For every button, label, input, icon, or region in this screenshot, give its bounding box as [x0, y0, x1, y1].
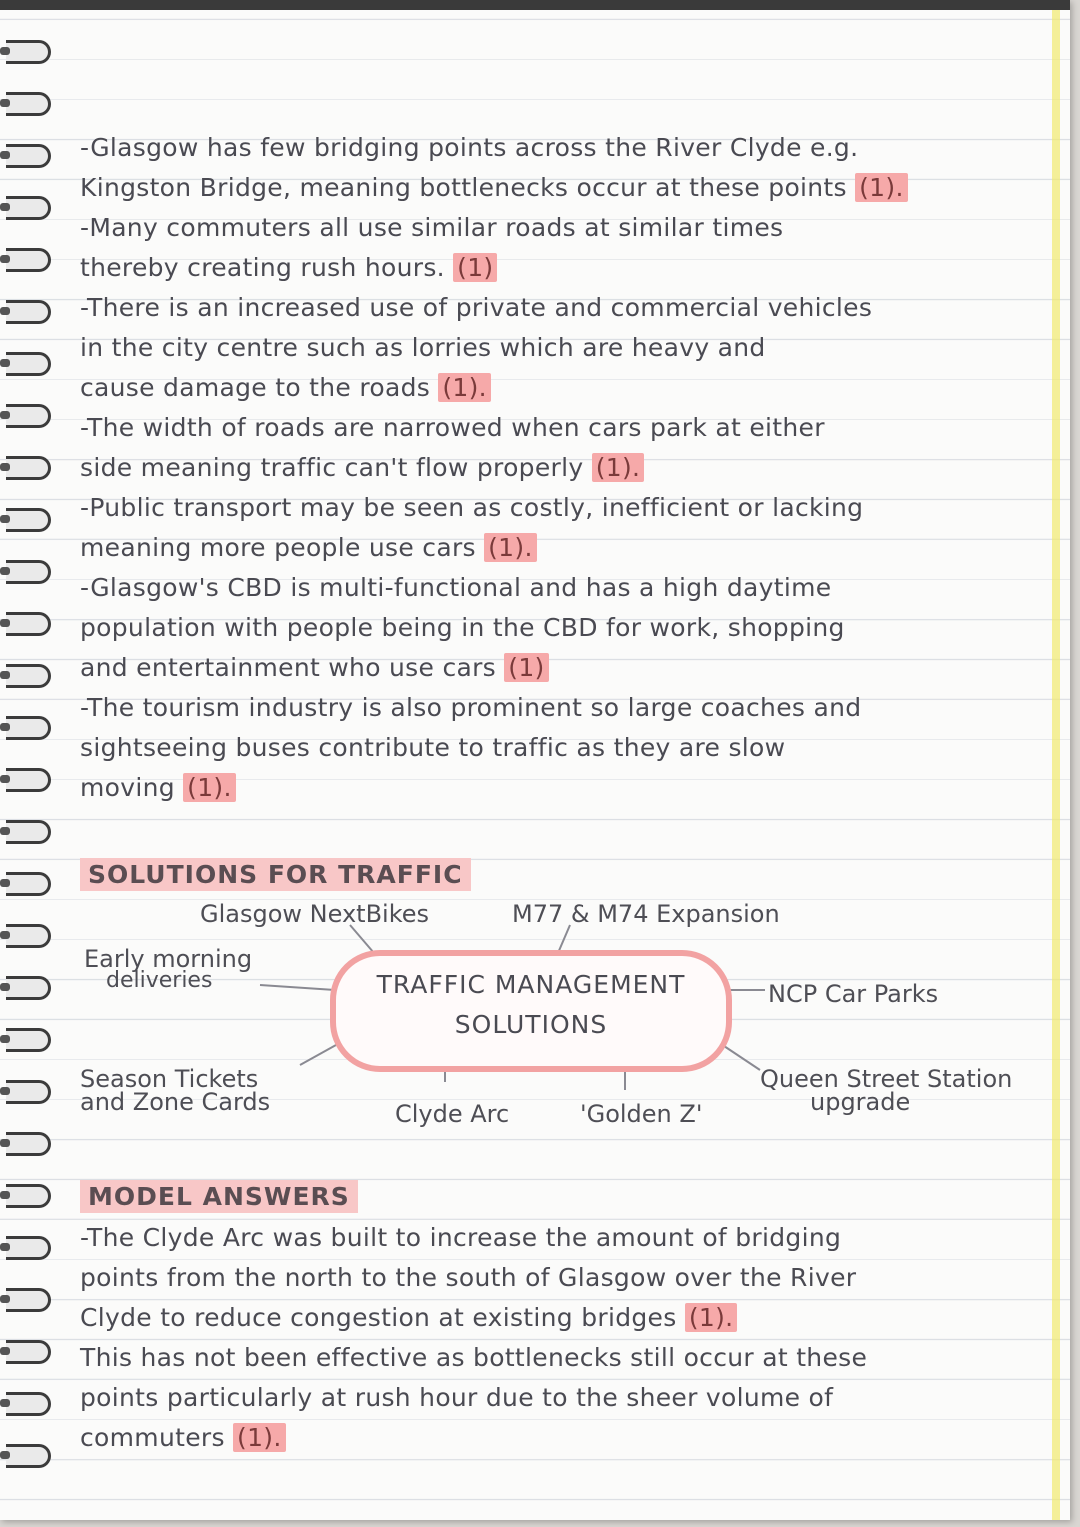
mark-highlight: (1)	[504, 653, 548, 682]
binding-ring	[6, 144, 51, 168]
binding-ring	[6, 508, 51, 532]
node-clyde-arc: Clyde Arc	[395, 1100, 510, 1128]
node-queen-line2: upgrade	[810, 1088, 911, 1116]
solutions-heading: SOLUTIONS FOR TRAFFIC	[80, 858, 471, 891]
mark-highlight: (1).	[855, 173, 908, 202]
node-early-line2: deliveries	[106, 968, 213, 993]
binding-ring	[6, 1340, 51, 1364]
node-season-line2: and Zone Cards	[80, 1088, 271, 1116]
mark-highlight: (1).	[484, 533, 537, 562]
mark-highlight: (1)	[453, 253, 497, 282]
line-text: meaning more people use cars	[80, 533, 476, 562]
cause-line	[80, 288, 908, 328]
node-nextbikes: Glasgow NextBikes	[200, 900, 430, 928]
line-text: -The tourism industry is also prominent so large coaches and	[80, 693, 862, 722]
binding-ring	[6, 716, 51, 740]
line-text: -Glasgow's CBD is multi-functional and has a high daytime	[80, 573, 832, 602]
cause-line	[80, 208, 908, 248]
line-text: Clyde to reduce congestion at existing bridges	[80, 1303, 677, 1332]
binding-ring	[6, 1392, 51, 1416]
line-text: sightseeing buses contribute to traffic as they are slow	[80, 733, 786, 762]
binding-ring	[6, 248, 51, 272]
line-text: -There is an increased use of private and commercial vehicles	[80, 293, 873, 322]
binding-ring	[6, 92, 51, 116]
cause-line	[80, 248, 908, 288]
model-answer-line	[80, 1218, 867, 1258]
binding-ring	[6, 768, 51, 792]
cause-line	[80, 128, 908, 168]
binding-ring	[6, 352, 51, 376]
model-answer-line	[80, 1418, 867, 1458]
node-queen-line1: Queen Street Station	[760, 1065, 1013, 1093]
model-answers-heading: MODEL ANSWERS	[80, 1180, 358, 1213]
cause-line	[80, 488, 908, 528]
binding-ring	[6, 40, 51, 64]
line-text: -Glasgow has few bridging points across the River Clyde e.g.	[80, 133, 859, 162]
cause-line	[80, 448, 908, 488]
model-answers-list	[80, 1218, 867, 1458]
cause-line	[80, 728, 908, 768]
cause-line	[80, 368, 908, 408]
line-text: commuters	[80, 1423, 225, 1452]
node-ncp: NCP Car Parks	[768, 980, 939, 1008]
binding-ring	[6, 456, 51, 480]
mark-highlight: (1).	[233, 1423, 286, 1452]
node-m77-m74: M77 & M74 Expansion	[512, 900, 780, 928]
line-text: -Many commuters all use similar roads at similar times	[80, 213, 784, 242]
cause-line	[80, 688, 908, 728]
binding-ring	[6, 560, 51, 584]
model-answer-line	[80, 1258, 867, 1298]
mark-highlight: (1).	[685, 1303, 738, 1332]
line-text: -The Clyde Arc was built to increase the amount of bridging	[80, 1223, 842, 1252]
line-text: moving	[80, 773, 175, 802]
line-text: Kingston Bridge, meaning bottlenecks occur at these points	[80, 173, 847, 202]
line-text: This has not been effective as bottlenecks still occur at these	[80, 1343, 868, 1372]
node-season-line1: Season Tickets	[80, 1065, 259, 1093]
binding-ring	[6, 196, 51, 220]
model-answer-line	[80, 1338, 867, 1378]
model-answer-line	[80, 1298, 867, 1338]
line-text: thereby creating rush hours.	[80, 253, 445, 282]
binding-ring	[6, 404, 51, 428]
line-text: points particularly at rush hour due to the sheer volume of	[80, 1383, 834, 1412]
page-side-edge	[1052, 10, 1060, 1520]
line-text: in the city centre such as lorries which are heavy and	[80, 333, 766, 362]
line-text: and entertainment who use cars	[80, 653, 497, 682]
binding-ring	[6, 1288, 51, 1312]
binding-ring	[6, 1184, 51, 1208]
cause-line	[80, 568, 908, 608]
page-top-edge	[0, 0, 1070, 10]
cause-line	[80, 168, 908, 208]
binding-ring	[6, 664, 51, 688]
binding-ring	[6, 300, 51, 324]
causes-list	[80, 128, 908, 808]
connector-early	[260, 985, 335, 990]
cause-line	[80, 608, 908, 648]
cause-line	[80, 648, 908, 688]
mark-highlight: (1).	[592, 453, 645, 482]
binding-ring	[6, 820, 51, 844]
cause-line	[80, 768, 908, 808]
binding-ring	[6, 612, 51, 636]
node-golden-z: 'Golden Z'	[580, 1100, 703, 1128]
cause-line	[80, 408, 908, 448]
line-text: side meaning traffic can't flow properly	[80, 453, 584, 482]
cause-line	[80, 528, 908, 568]
node-early-line1: Early morning	[84, 945, 253, 973]
line-text: -The width of roads are narrowed when cars park at either	[80, 413, 825, 442]
line-text: points from the north to the south of Glasgow over the River	[80, 1263, 857, 1292]
binding-ring	[6, 1444, 51, 1468]
cause-line	[80, 328, 908, 368]
mark-highlight: (1).	[183, 773, 236, 802]
model-answer-line	[80, 1378, 867, 1418]
line-text: cause damage to the roads	[80, 373, 431, 402]
binding-ring	[6, 1236, 51, 1260]
traffic-solutions-mindmap	[0, 890, 1070, 1150]
mark-highlight: (1).	[438, 373, 491, 402]
line-text: -Public transport may be seen as costly, inefficient or lacking	[80, 493, 864, 522]
center-line1: TRAFFIC MANAGEMENT	[376, 970, 686, 999]
central-cloud	[330, 950, 732, 1072]
center-line2: SOLUTIONS	[454, 1010, 608, 1039]
line-text: population with people being in the CBD for work, shopping	[80, 613, 845, 642]
